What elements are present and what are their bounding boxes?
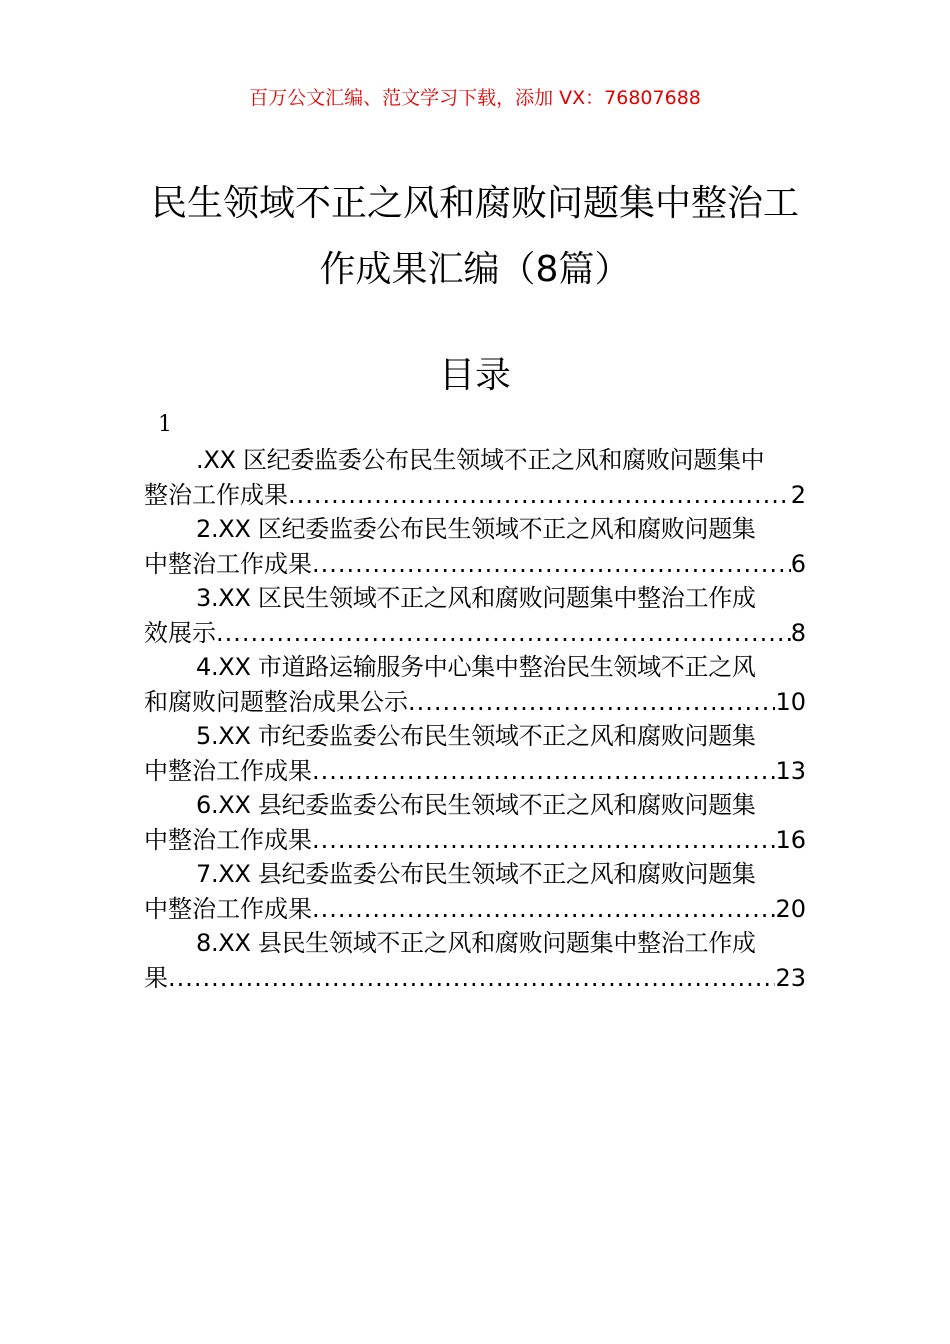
dot-leader bbox=[312, 547, 791, 582]
dot-leader bbox=[216, 616, 791, 651]
toc-page-number: 16 bbox=[775, 825, 806, 854]
document-title-line-2: 作成果汇编（8篇） bbox=[319, 249, 631, 290]
toc-entry-4[interactable] bbox=[144, 650, 806, 719]
toc-entry-title-continued: 果 bbox=[144, 963, 168, 992]
toc-entry-2[interactable] bbox=[144, 512, 806, 581]
document-title-line-1: 民生领域不正之风和腐败问题集中整治工 bbox=[150, 183, 799, 224]
toc-entry-title-continued: 效展示 bbox=[144, 618, 216, 647]
table-of-contents bbox=[144, 443, 806, 995]
toc-entry-title-continued: 中整治工作成果 bbox=[144, 894, 312, 923]
toc-entry-6[interactable] bbox=[144, 788, 806, 857]
toc-entry-title: 6.XX 县纪委监委公布民生领域不正之风和腐败问题集 bbox=[196, 791, 756, 819]
toc-page-number: 10 bbox=[775, 687, 806, 716]
toc-entry-title: 3.XX 区民生领域不正之风和腐败问题集中整治工作成 bbox=[196, 584, 756, 612]
toc-page-number: 13 bbox=[775, 756, 806, 785]
toc-entry-title: 2.XX 区纪委监委公布民生领域不正之风和腐败问题集 bbox=[196, 515, 756, 543]
toc-entry-7[interactable] bbox=[144, 857, 806, 926]
toc-entry-title: 8.XX 县民生领域不正之风和腐败问题集中整治工作成 bbox=[196, 929, 756, 957]
toc-page-number: 23 bbox=[775, 963, 806, 992]
dot-leader bbox=[288, 478, 791, 513]
download-banner: 百万公文汇编、范文学习下载，添加 VX：76807688 bbox=[249, 87, 701, 109]
toc-page-number: 6 bbox=[790, 549, 806, 578]
toc-entry-8[interactable] bbox=[144, 926, 806, 995]
toc-entry-title-continued: 和腐败问题整治成果公示 bbox=[144, 687, 408, 716]
toc-entry-title: 5.XX 市纪委监委公布民生领域不正之风和腐败问题集 bbox=[196, 722, 756, 750]
toc-entry-title: 4.XX 市道路运输服务中心集中整治民生领域不正之风 bbox=[196, 653, 756, 681]
toc-heading: 目录 bbox=[438, 355, 511, 396]
dot-leader bbox=[408, 685, 775, 720]
dot-leader bbox=[168, 961, 775, 996]
toc-entry-title-continued: 中整治工作成果 bbox=[144, 825, 312, 854]
dot-leader bbox=[312, 754, 775, 789]
toc-entry-5[interactable] bbox=[144, 719, 806, 788]
toc-entry-title: .XX 区纪委监委公布民生领域不正之风和腐败问题集中 bbox=[196, 446, 765, 474]
dot-leader bbox=[312, 823, 775, 858]
toc-entry-title-continued: 中整治工作成果 bbox=[144, 549, 312, 578]
toc-entry-title-continued: 中整治工作成果 bbox=[144, 756, 312, 785]
toc-page-number: 2 bbox=[790, 480, 806, 509]
toc-entry-title: 7.XX 县纪委监委公布民生领域不正之风和腐败问题集 bbox=[196, 860, 756, 888]
dot-leader bbox=[312, 892, 775, 927]
toc-entry-3[interactable] bbox=[144, 581, 806, 650]
toc-entry-title-continued: 整治工作成果 bbox=[144, 480, 288, 509]
toc-entry-1[interactable] bbox=[144, 443, 806, 512]
toc-page-number: 8 bbox=[790, 618, 806, 647]
toc-page-number: 20 bbox=[775, 894, 806, 923]
list-number: 1 bbox=[158, 412, 172, 437]
